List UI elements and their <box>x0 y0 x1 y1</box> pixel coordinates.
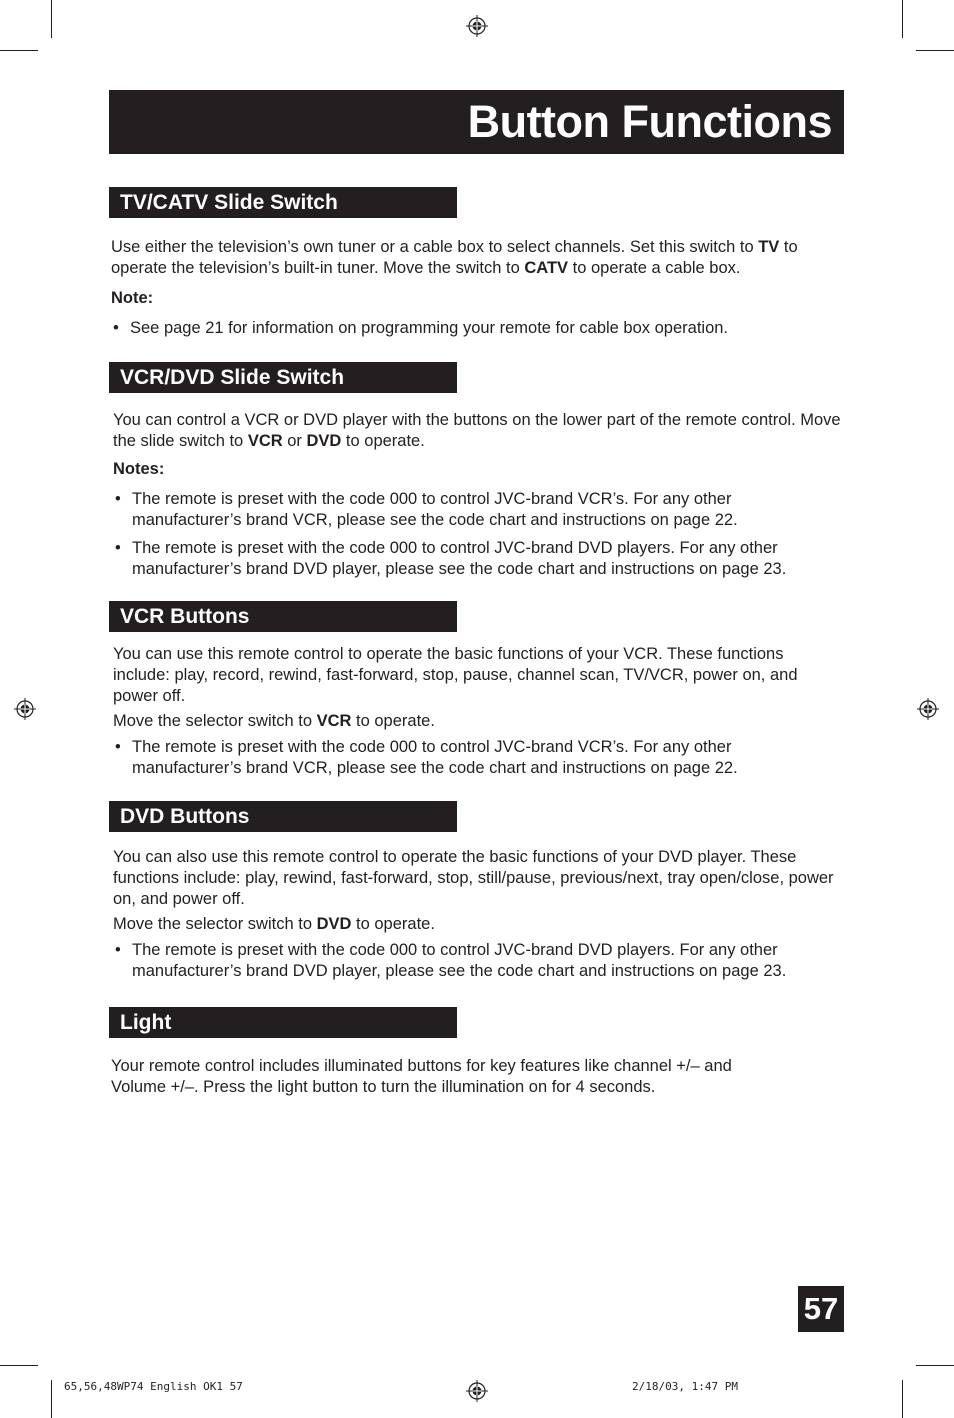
emphasis-text: CATV <box>524 259 569 277</box>
crop-mark-top-left-h <box>0 50 38 51</box>
bullet-marker: • <box>115 738 121 756</box>
crop-mark-bottom-right-h <box>916 1365 954 1366</box>
notes-label: Notes: <box>113 460 165 478</box>
bullet-marker: • <box>115 490 121 508</box>
section-heading-light: Light <box>109 1007 457 1038</box>
bullet-text: The remote is preset with the code 000 to control JVC-brand DVD players. For any other manufacturer’s brand DVD player, please see the code chart and instructions on page 23. <box>132 941 787 980</box>
section-heading-tv-catv: TV/CATV Slide Switch <box>109 187 457 218</box>
section-body: You can also use this remote control to operate the basic functions of your DVD player. These functions include: play, rewind, fast-forward, stop, still/pause, previous/next, tray open/close, power on, and power off. <box>113 848 834 908</box>
crop-mark-bottom-left-h <box>0 1365 38 1366</box>
emphasis-text: TV <box>758 238 780 256</box>
registration-mark-icon <box>14 698 36 720</box>
bullet-text: The remote is preset with the code 000 to control JVC-brand VCR’s. For any other manufacturer’s brand VCR, please see the code chart and instructions on page 22. <box>132 738 738 777</box>
title-banner <box>109 90 844 154</box>
list-item <box>113 737 843 779</box>
crop-mark-top-left-v <box>51 0 52 38</box>
list-item <box>113 489 841 531</box>
section-body: Your remote control includes illuminated buttons for key features like channel +/– and Volume +/–. Press the light button to turn the illumination on for 4 seconds. <box>111 1057 732 1096</box>
bullet-marker: • <box>115 539 121 557</box>
page-title: Button Functions <box>467 96 832 147</box>
bullet-text: The remote is preset with the code 000 to control JVC-brand VCR’s. For any other manufacturer’s brand VCR, please see the code chart and instructions on page 22. <box>132 490 738 529</box>
section-body: You can control a VCR or DVD player with the buttons on the lower part of the remote control. Move the slide switch to VCR or DVD to operate. <box>113 411 841 450</box>
registration-mark-icon <box>917 698 939 720</box>
section-vcr-dvd <box>113 410 841 580</box>
emphasis-text: DVD <box>316 915 352 933</box>
note-label: Note: <box>111 289 154 307</box>
section-heading-vcr-dvd: VCR/DVD Slide Switch <box>109 362 457 393</box>
list-item <box>111 318 839 339</box>
page-number: 57 <box>798 1286 844 1332</box>
emphasis-text: VCR <box>247 432 283 450</box>
crop-mark-bottom-right-v <box>902 1380 903 1418</box>
crop-mark-top-right-v <box>902 0 903 38</box>
section-heading-dvd-buttons: DVD Buttons <box>109 801 457 832</box>
print-slug-filename: 65,56,48WP74 English OK1 57 <box>64 1380 243 1393</box>
emphasis-text: VCR <box>316 712 352 730</box>
bullet-text: The remote is preset with the code 000 to control JVC-brand DVD players. For any other manufacturer’s brand DVD player, please see the code chart and instructions on page 23. <box>132 539 787 578</box>
list-item <box>113 538 841 580</box>
crop-mark-top-right-h <box>916 50 954 51</box>
section-body: You can use this remote control to operate the basic functions of your VCR. These functions include: play, record, rewind, fast-forward, stop, pause, channel scan, TV/VCR, power on, and power off. <box>113 645 798 705</box>
section-light <box>111 1056 781 1098</box>
crop-mark-bottom-left-v <box>51 1380 52 1418</box>
bullet-text: See page 21 for information on programming your remote for cable box operation. <box>130 319 729 337</box>
list-item <box>113 940 843 982</box>
bullet-marker: • <box>115 941 121 959</box>
section-vcr-buttons <box>113 644 843 779</box>
registration-mark-icon <box>466 1380 488 1402</box>
selector-instruction: Move the selector switch to DVD to operate. <box>113 915 435 933</box>
section-heading-vcr-buttons: VCR Buttons <box>109 601 457 632</box>
registration-mark-icon <box>466 15 488 37</box>
section-tv-catv <box>111 237 839 339</box>
section-dvd-buttons <box>113 847 843 982</box>
bullet-marker: • <box>113 319 119 337</box>
emphasis-text: DVD <box>306 432 342 450</box>
print-slug-date: 2/18/03, 1:47 PM <box>632 1380 738 1393</box>
section-body: Use either the television’s own tuner or a cable box to select channels. Set this switch to TV to operate the television’s built-in tuner. Move the switch to CATV to operate a cable box. <box>111 238 798 277</box>
selector-instruction: Move the selector switch to VCR to operate. <box>113 712 435 730</box>
